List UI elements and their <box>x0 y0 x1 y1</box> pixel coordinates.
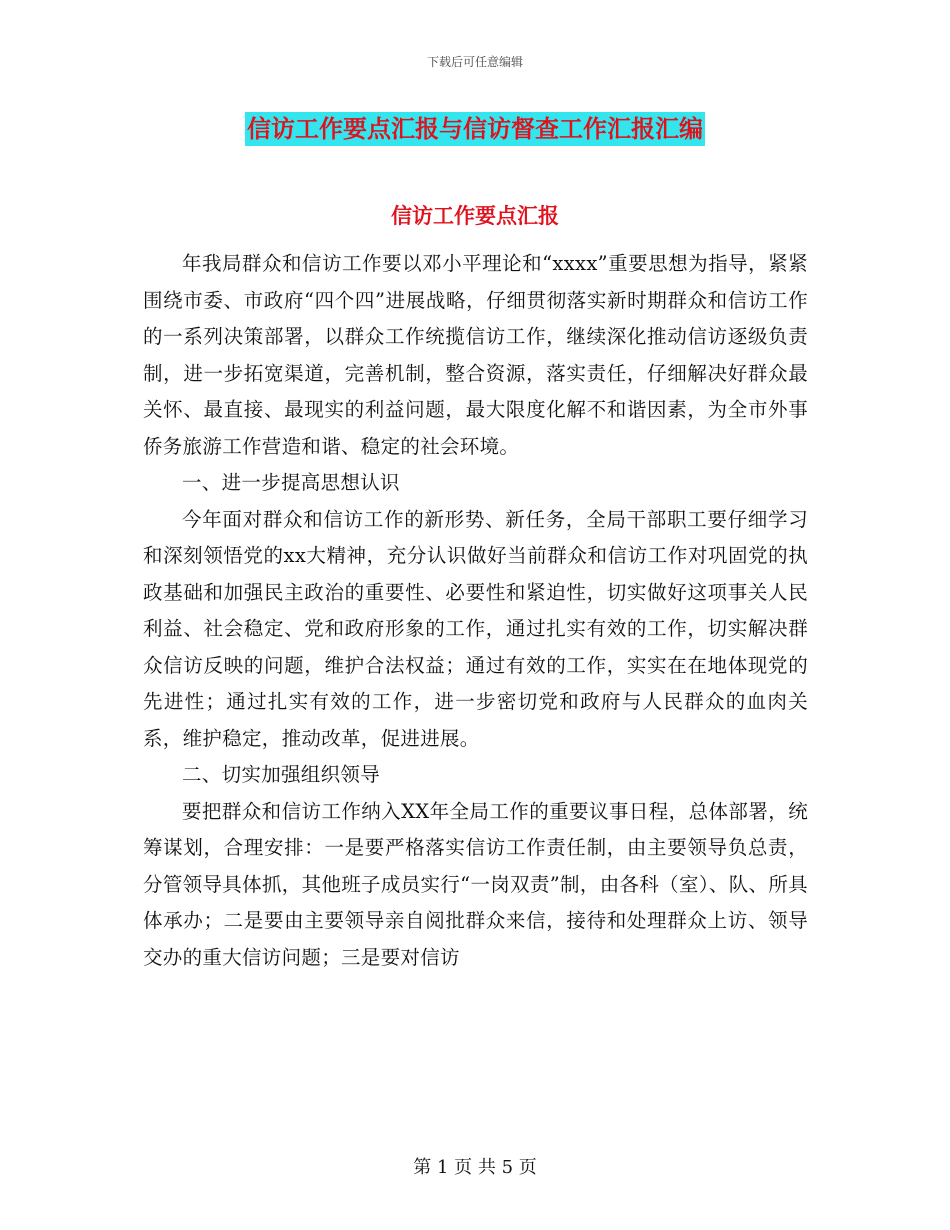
heading-1: 一、进一步提高思想认识 <box>182 471 400 494</box>
document-body <box>143 246 808 976</box>
section-title: 信访工作要点汇报 <box>391 203 559 228</box>
paragraph-intro: 年我局群众和信访工作要以邓小平理论和“xxxx”重要思想为指导，紧紧围绕市委、市政府“四个四”进展战略，仔细贯彻落实新时期群众和信访工作的一系列决策部署，以群众工作统揽信访工作，继续深化推动信访逐级负责制，进一步拓宽渠道，完善机制，整合资源，落实责任，仔细解决好群众最关怀、最直接、最现实的利益问题，最大限度化解不和谐因素，为全市外事侨务旅游工作营造和谐、稳定的社会环境。 <box>143 252 808 458</box>
paragraph-2: 要把群众和信访工作纳入XX年全局工作的重要议事日程，总体部署，统筹谋划，合理安排：一是要严格落实信访工作责任制，由主要领导负总责，分管领导具体抓，其他班子成员实行“一岗双责”制，由各科（室）、队、所具体承办；二是要由主要领导亲自阅批群众来信，接待和处理群众上访、领导交办的重大信访问题；三是要对信访 <box>143 799 808 969</box>
heading-2: 二、切实加强组织领导 <box>182 763 381 786</box>
header-note: 下载后可任意编辑 <box>426 55 523 69</box>
page-number: 第 1 页 共 5 页 <box>413 1157 537 1178</box>
document-title: 信访工作要点汇报与信访督查工作汇报汇编 <box>245 112 705 146</box>
paragraph-1: 今年面对群众和信访工作的新形势、新任务，全局干部职工要仔细学习和深刻领悟党的xx大精神，充分认识做好当前群众和信访工作对巩固党的执政基础和加强民主政治的重要性、必要性和紧迫性，切实做好这项事关人民利益、社会稳定、党和政府形象的工作，通过扎实有效的工作，切实解决群众信访反映的问题，维护合法权益；通过有效的工作，实实在在地体现党的先进性；通过扎实有效的工作，进一步密切党和政府与人民群众的血肉关系，维护稳定，推动改革，促进进展。 <box>143 507 808 750</box>
document-title-wrap <box>0 112 950 146</box>
